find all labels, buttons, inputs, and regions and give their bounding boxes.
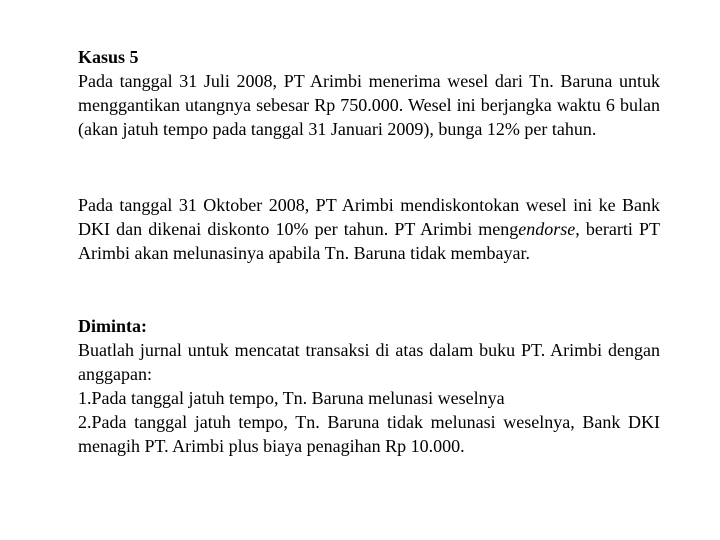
case-section	[78, 45, 660, 141]
case-title: Kasus 5	[78, 47, 139, 67]
requested-item-1: 1.Pada tanggal jatuh tempo, Tn. Baruna melunasi weselnya	[78, 388, 505, 408]
case-paragraph-1: Pada tanggal 31 Juli 2008, PT Arimbi menerima wesel dari Tn. Baruna untuk menggantikan utangnya sebesar Rp 750.000. Wesel ini berjangka waktu 6 bulan (akan jatuh tempo pada tanggal 31 Januari 2009), bunga 12% per tahun.	[78, 71, 660, 139]
requested-item-2: 2.Pada tanggal jatuh tempo, Tn. Baruna tidak melunasi weselnya, Bank DKI menagih PT. Arimbi plus biaya penagihan Rp 10.000.	[78, 412, 660, 456]
requested-intro: Buatlah jurnal untuk mencatat transaksi di atas dalam buku PT. Arimbi dengan anggapan:	[78, 340, 660, 384]
paragraph-2-italic-term: endorse,	[518, 219, 580, 239]
requested-section	[78, 314, 660, 458]
case-paragraph-2	[78, 193, 660, 265]
paragraph-2-text-before: Pada tanggal 31 Oktober 2008, PT Arimbi mendiskontokan wesel ini ke Bank DKI dan dikenai diskonto 10% per tahun. PT Arimbi meng	[78, 195, 660, 239]
paragraph-2-text-after: berarti PT Arimbi akan melunasinya apabila Tn. Baruna tidak membayar.	[78, 219, 660, 263]
discount-section	[78, 193, 660, 265]
requested-title: Diminta:	[78, 316, 147, 336]
